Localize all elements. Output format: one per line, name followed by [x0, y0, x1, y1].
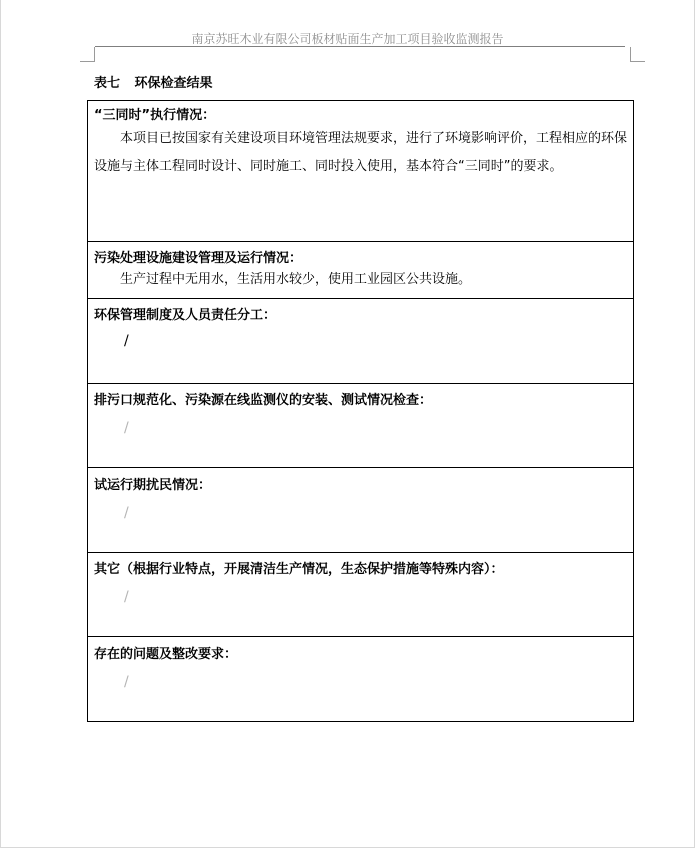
running-header: 南京苏旺木业有限公司板材贴面生产加工项目验收监测报告 [191, 32, 504, 46]
section-management-system [88, 299, 633, 384]
section-value: / [124, 505, 129, 521]
inspection-results-table [87, 100, 634, 722]
table-title [94, 72, 223, 91]
section-title: 污染处理设施建设管理及运行情况： [94, 251, 303, 266]
section-body: 生产过程中无用水，生活用水较少，使用工业园区公共设施。 [120, 272, 472, 287]
section-body: 本项目已按国家有关建设项目环境管理法规要求，进行了环境影响评价，工程相应的环保设施与主体工程同时设计、同时施工、同时投入使用，基本符合“三同时”的要求。 [94, 131, 628, 174]
section-value: / [124, 674, 129, 690]
section-value: / [124, 420, 129, 436]
section-three-simultaneities [88, 101, 633, 242]
section-value: / [124, 589, 129, 605]
section-title: 环保管理制度及人员责任分工： [94, 308, 277, 323]
section-pollution-facilities [88, 242, 633, 299]
section-title: “三同时”执行情况： [94, 108, 216, 123]
table-number: 表七 [94, 76, 121, 91]
section-trial-disturbance [88, 468, 633, 553]
section-title: 排污口规范化、污染源在线监测仪的安装、测试情况检查： [94, 393, 433, 408]
section-other [88, 553, 633, 637]
margin-corner-mark-left [80, 47, 95, 62]
section-title: 其它（根据行业特点，开展清洁生产情况，生态保护措施等特殊内容）： [94, 562, 504, 577]
table-name: 环保检查结果 [134, 76, 213, 91]
margin-corner-mark-right [630, 47, 645, 62]
section-issues [88, 637, 633, 721]
section-value: / [124, 333, 129, 349]
section-outfall-inspection [88, 384, 633, 468]
header-rule [95, 46, 625, 47]
section-title: 存在的问题及整改要求： [94, 647, 238, 662]
section-title: 试运行期扰民情况： [94, 478, 212, 493]
